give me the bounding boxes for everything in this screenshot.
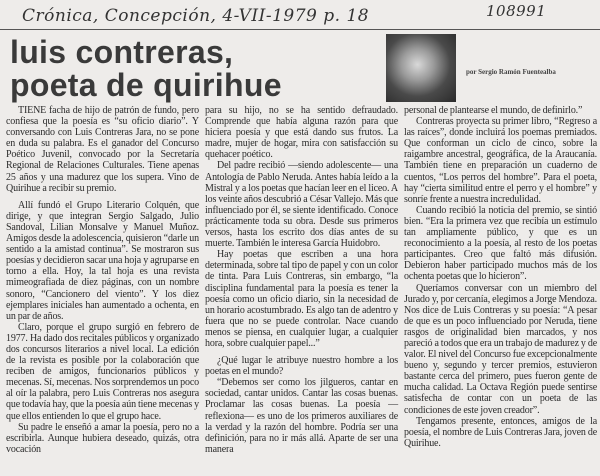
- paragraph: Del padre recibió —siendo adolescente— una Antología de Pablo Neruda. Antes había leído a la Mistral y a los poetas que hacían leer en el liceo. A los veinte años descubrió a César Vallejo. Más que influenciado por él, se siente identificado. Conoce prácticamente toda su obra. Desde sus primeros versos, hasta los escrito dos días antes de su muerte. También le interesa García Huidobro.: [205, 160, 398, 250]
- paragraph: Contreras proyecta su primer libro, “Regreso a las raíces”, donde incluirá los poemas premiados. Que conforman un ciclo de cinco, sobre la raigambre ancestral, geográfica, de la Araucanía. También tiene en preparación un cuaderno de cuentos, “Los perros del hombre”. Para el poeta, hay “cierta similitud entre el perro y el hombre” y sonríe frente a nuestra incredulidad.: [404, 116, 597, 205]
- paragraph: Claro, porque el grupo surgió en febrero de 1977. Ha dado dos recitales públicos y organizado dos concursos literarios a nivel local. La edición de la revista es posible por la colaboración que reciben de amigos, funcionarios públicos y mecenas. Sí, mecenas. Nos sorprendemos un poco al oír la palabra, pero Luis Contreras nos asegura que todavía hay, que la poesía aún tiene mecenas y que ellos entienden lo que el grupo hace.: [6, 321, 199, 422]
- author-portrait-photo: [386, 34, 456, 102]
- handwritten-archive-number: 108991: [486, 2, 547, 20]
- handwritten-source-note: Crónica, Concepción, 4-VII-1979 p. 18: [22, 6, 370, 26]
- article-title: [10, 36, 282, 102]
- paragraph-continued: personal de plantearse el mundo, de definirlo.”: [404, 105, 583, 116]
- paragraph: TIENE facha de hijo de patrón de fundo, pero confiesa que la poesía es “su oficio diario”. Y conversando con Luis Contreras Jara, no se pone en duda su palabra. Es el ganador del Concurso Poético Juvenil, convocado por la Secretaría Regional de Relaciones Culturales. Tiene apenas 25 años y una madurez que los supera. Vino de Quirihue a recibir su premio.: [6, 105, 199, 194]
- header-rule: [0, 29, 600, 30]
- article-column-2: [205, 105, 398, 455]
- paragraph-continued: para su hijo, no se ha sentido defraudado. Comprende que había alguna razón para que hiciera poesía y que está dando sus frutos. La madre, mujer de hogar, mira con satisfacción su quehacer poético.: [205, 105, 398, 161]
- title-line-1: luis contreras,: [10, 34, 234, 70]
- paragraph: Cuando recibió la noticia del premio, se sintió bien. “Era la primera vez que recibía un estímulo tan ampliamente público, y que es un reconocimiento a la poesía, al resto de los poetas participantes. Creo que faltó más difusión. Debieron haber participado muchos más de los ochenta poetas que lo hicieron”.: [404, 204, 597, 283]
- title-line-2: poeta de quirihue: [10, 67, 282, 103]
- paragraph: ¿Qué lugar le atribuye nuestro hombre a los poetas en el mundo?: [205, 355, 398, 378]
- paragraph: Hay poetas que escriben a una hora determinada, sobre tal tipo de papel y con un color de tinta. Para Luis Contreras, sin embargo, “la disciplina fundamental para la poesía es tener la poesía como un oficio diario, sin la necesidad de un horario acostumbrado. Es algo tan de adentro y fuera que no se puede controlar. Nace cuando menos se piensa, en cualquier lugar, a cualquier hora, sobre cualquier papel...”: [205, 249, 398, 349]
- paragraph: Su padre le enseñó a amar la poesía, pero no a escribirla. Aunque hubiera deseado, quizás, otra vocación: [6, 421, 199, 455]
- article-column-1: [6, 105, 199, 455]
- paragraph: Queríamos conversar con un miembro del Jurado y, por cercanía, elegimos a Jorge Mendoza. Nos dice de Luis Contreras y su poesía: “A pesar de que es un poco influenciado por Neruda, tiene rasgos de originalidad bien marcados, y nos pareció a todos que era un trabajo de madurez y de valor. El nivel del Concurso fue excepcionalmente bueno y, segundo y tercer premios, estuvieron bastante cerca del primero, pues fueron gente de mucha calidad. La Octava Región puede sentirse satisfecha de contar con un poeta de las condiciones de este joven creador”.: [404, 282, 597, 416]
- article-column-3: [404, 105, 597, 449]
- paragraph: Tengamos presente, entonces, amigos de la poesía, el nombre de Luis Contreras Jara, joven de Quirihue.: [404, 415, 597, 449]
- paragraph: “Debemos ser como los jilgueros, cantar en sociedad, cantar unidos. Cantar las cosas buenas. Proclamar las cosas buenas. La poesía —reflexiona— es uno de los primeros auxiliares de la verdad y la razón del hombre. Podría ser una definición, para no ir más allá. Aparte de ser una manera: [205, 377, 398, 455]
- byline: por Sergio Ramón Fuentealba: [466, 68, 556, 76]
- paragraph: Allí fundó el Grupo Literario Colquén, que dirige, y que integran Sergio Salgado, Julio Sandoval, Lilian Monsalve y Manuel Muñoz. Amigos desde la adolescencia, quisieron “darle un sentido a la amistad continua”. Se mostraron sus poesías y decidieron sacar una hoja y agruparse en torno a ella. Hoy, la tal hoja es una revista mimeografiada de diez páginas, con un nombre sonoro, “Cancionero del viento”. Y los diez ejemplares iniciales han aumentado a ochenta, en un par de años.: [6, 199, 199, 322]
